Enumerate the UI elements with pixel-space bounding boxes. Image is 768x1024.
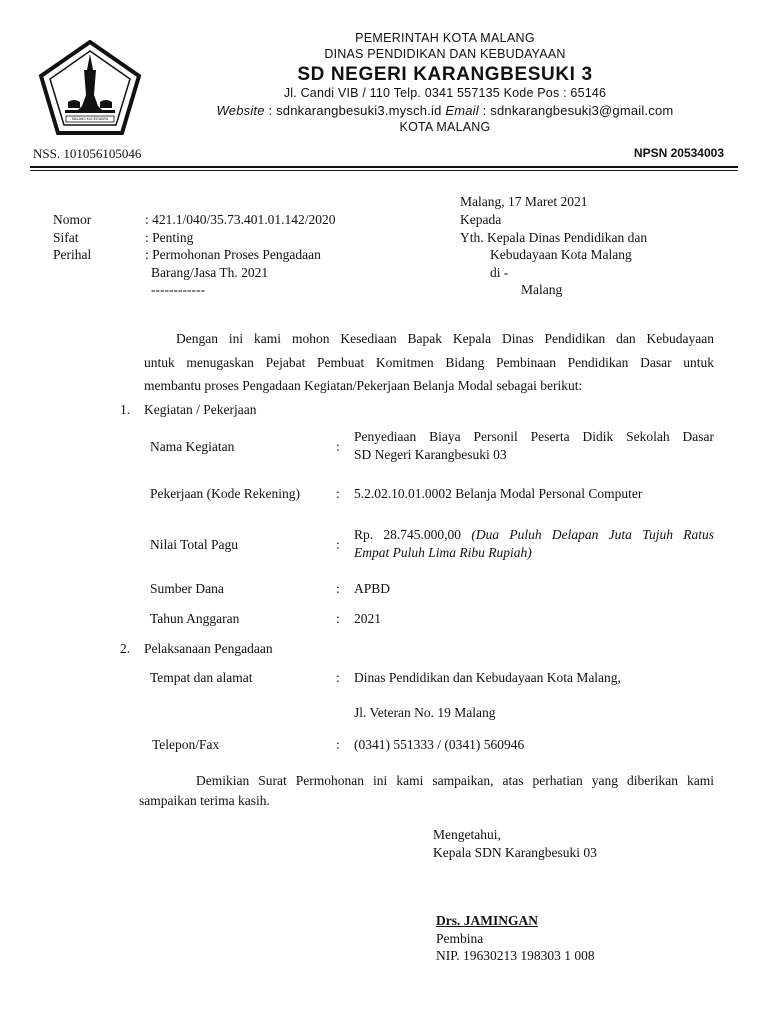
- section-1-number: 1.: [120, 402, 131, 417]
- section-1-title: Kegiatan / Pekerjaan: [144, 402, 257, 417]
- letter-date: Malang, 17 Maret 2021: [460, 194, 588, 209]
- intro-line-2: untuk menugaskan Pejabat Pembuat Komitmen Bidang Pembinaan Pendidikan Dasar untuk: [144, 355, 714, 370]
- tempat-label: Tempat dan alamat: [150, 670, 253, 685]
- letterhead-city: KOTA MALANG: [399, 120, 491, 134]
- recipient-line-2: Kebudayaan Kota Malang: [490, 247, 632, 262]
- section-2-title: Pelaksanaan Pengadaan: [144, 641, 273, 656]
- telepon-value: (0341) 551333 / (0341) 560946: [354, 737, 525, 752]
- signature-rank: Pembina: [436, 931, 484, 946]
- npsn-number: NPSN 20534003: [633, 146, 724, 160]
- tahun-anggaran-colon: :: [336, 611, 340, 626]
- sumber-dana-label: Sumber Dana: [150, 581, 224, 596]
- section-2-number: 2.: [120, 641, 131, 656]
- closing-line-1: Demikian Surat Permohonan ini kami sampaikan, atas perhatian yang diberikan kami: [196, 773, 714, 788]
- website-value: : sdnkarangbesuki3.mysch.id: [264, 103, 446, 118]
- letterhead-department: DINAS PENDIDIKAN DAN KEBUDAYAAN: [324, 47, 566, 61]
- nilai-pagu-words-1: (Dua Puluh Delapan Juta Tujuh Ratus: [471, 527, 714, 542]
- nama-kegiatan-value-1: Penyediaan Biaya Personil Peserta Didik Sekolah Dasar: [354, 429, 714, 444]
- signature-name: Drs. JAMINGAN: [436, 913, 538, 928]
- email-value: : sdnkarangbesuki3@gmail.com: [478, 103, 674, 118]
- recipient-place: Malang: [521, 282, 563, 297]
- letterhead-address: Jl. Candi VIB / 110 Telp. 0341 557135 Kode Pos : 65146: [283, 86, 607, 100]
- nama-kegiatan-label: Nama Kegiatan: [150, 439, 235, 454]
- nilai-pagu-words-2: Empat Puluh Lima Ribu Rupiah): [354, 545, 532, 560]
- letterhead-contact: [0, 103, 768, 118]
- logo-text: MALANG KUCECWARA: [71, 117, 109, 121]
- tempat-value-1: Dinas Pendidikan dan Kebudayaan Kota Malang,: [354, 670, 621, 685]
- letterhead-school-name: SD NEGERI KARANGBESUKI 3: [297, 64, 593, 85]
- signature-position: Kepala SDN Karangbesuki 03: [433, 845, 597, 860]
- sifat-label: Sifat: [53, 230, 79, 245]
- perihal-value-2: Barang/Jasa Th. 2021: [151, 265, 269, 280]
- telepon-label: Telepon/Fax: [152, 737, 220, 752]
- tempat-value-2: Jl. Veteran No. 19 Malang: [354, 705, 496, 720]
- nilai-pagu-label: Nilai Total Pagu: [150, 537, 239, 552]
- sumber-dana-colon: :: [336, 581, 340, 596]
- sumber-dana-value: APBD: [354, 581, 391, 596]
- tahun-anggaran-label: Tahun Anggaran: [150, 611, 240, 626]
- tempat-colon: :: [336, 670, 340, 685]
- signature-nip: NIP. 19630213 198303 1 008: [436, 948, 595, 963]
- letterhead-divider-thick: [30, 166, 738, 168]
- email-label: Email: [445, 103, 479, 118]
- telepon-colon: :: [336, 737, 340, 752]
- nss-number: NSS. 101056105046: [33, 146, 142, 161]
- signature-mengetahui: Mengetahui,: [433, 827, 501, 842]
- nama-kegiatan-colon: :: [336, 439, 340, 454]
- intro-line-1: Dengan ini kami mohon Kesediaan Bapak Kepala Dinas Pendidikan dan Kebudayaan: [176, 331, 714, 346]
- tahun-anggaran-value: 2021: [354, 611, 381, 626]
- closing-line-2: sampaikan terima kasih.: [139, 793, 270, 808]
- nomor-value: : 421.1/040/35.73.401.01.142/2020: [145, 212, 336, 227]
- pekerjaan-colon: :: [336, 486, 340, 501]
- pekerjaan-label: Pekerjaan (Kode Rekening): [150, 486, 300, 501]
- letterhead-divider-thin: [30, 170, 738, 171]
- nilai-pagu-value-1: [354, 527, 714, 543]
- nama-kegiatan-value-2: SD Negeri Karangbesuki 03: [354, 447, 507, 462]
- nilai-pagu-amount: Rp. 28.745.000,00: [354, 527, 472, 542]
- nomor-label: Nomor: [53, 212, 92, 227]
- kepada-label: Kepada: [460, 212, 502, 227]
- perihal-value-1: : Permohonan Proses Pengadaan: [145, 247, 321, 262]
- recipient-di: di -: [490, 265, 509, 280]
- perihal-label: Perihal: [53, 247, 92, 262]
- letterhead-government: PEMERINTAH KOTA MALANG: [355, 31, 535, 45]
- nilai-pagu-colon: :: [336, 537, 340, 552]
- perihal-dashes: ------------: [151, 282, 205, 297]
- sifat-value: : Penting: [145, 230, 194, 245]
- pekerjaan-value: 5.2.02.10.01.0002 Belanja Modal Personal Computer: [354, 486, 643, 501]
- recipient-line-1: Yth. Kepala Dinas Pendidikan dan: [460, 230, 648, 245]
- intro-line-3: membantu proses Pengadaan Kegiatan/Pekerjaan Belanja Modal sebagai berikut:: [144, 378, 583, 393]
- website-label: Website: [216, 103, 265, 118]
